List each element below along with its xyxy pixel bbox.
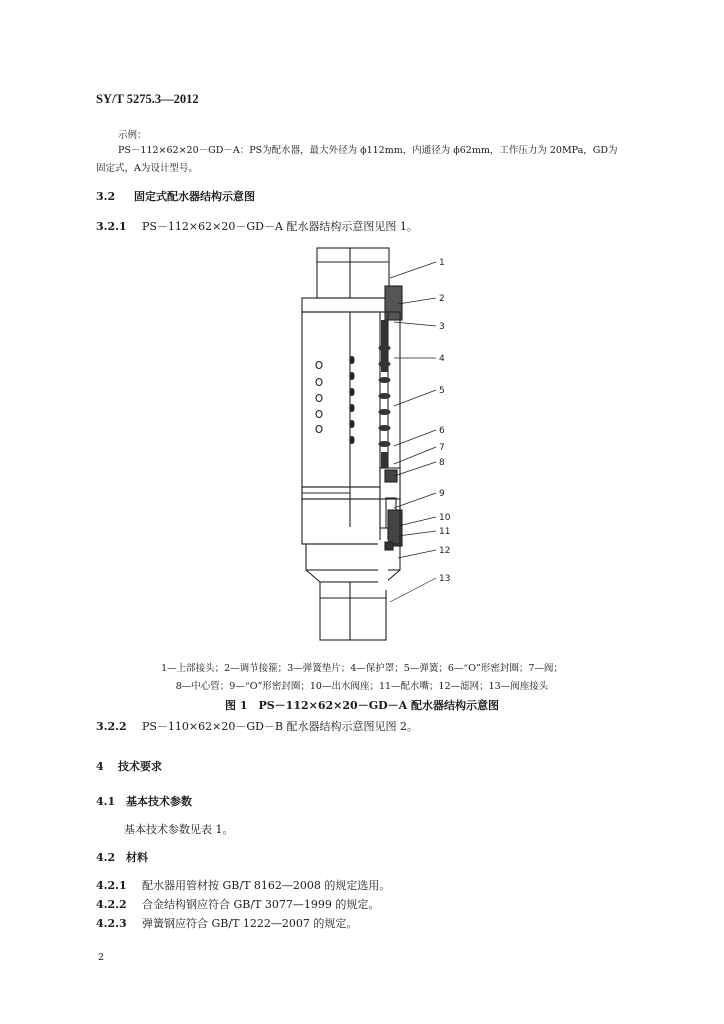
clause-4-2-1 [96,877,390,893]
callout-2: 2 [439,294,445,304]
example-line-2: 固定式，A为设计型号。 [96,163,198,174]
clause-3-2-1 [96,218,418,234]
section-number: 4.2 [96,851,116,864]
callout-13: 13 [439,574,451,584]
section-4-heading [96,758,162,774]
callout-6: 6 [439,426,445,436]
section-title: 固定式配水器结构示意图 [134,190,255,203]
section-title: 技术要求 [118,760,162,773]
callout-10: 10 [439,513,451,523]
section-title: 基本技术参数 [126,795,192,808]
figure-title: 图 1 PS－112×62×20－GD－A 配水器结构示意图 [224,699,499,712]
section-3-2-heading [96,188,255,204]
water-holes [316,362,322,433]
clause-number: 4.2.1 [96,879,127,892]
callout-5: 5 [439,386,445,396]
clause-text: 配水器用管材按 GB/T 8162—2008 的规定选用。 [142,879,391,892]
example-line-1: PS－112×62×20－GD－A：PS为配水器，最大外径为 ϕ112mm，内通径为 ϕ62mm，工作压力为 20MPa，GD为 [118,145,618,156]
section-4-1-text: 基本技术参数见表 1。 [124,823,234,836]
upper-joint [317,248,389,298]
section-number: 3.2 [96,190,116,203]
clause-number: 3.2.1 [96,220,127,233]
callout-8: 8 [439,458,445,468]
clause-text: PS－110×62×20－GD－B 配水器结构示意图见图 2。 [142,720,419,733]
section-4-1-heading [96,793,192,809]
callout-9: 9 [439,489,445,499]
clause-number: 4.2.2 [96,898,127,911]
callout-1: 1 [439,258,445,268]
bottom-thread [320,582,386,640]
callout-12: 12 [439,546,451,556]
section-number: 4.1 [96,795,116,808]
figure-legend-line-1: 1—上部接头；2—调节接箍；3—弹簧垫片；4—保护罩；5—弹簧；6—“O”形密封圈；7—阀； [161,663,563,674]
clause-number: 4.2.3 [96,917,127,930]
example-label: 示例： [118,130,147,141]
callout-3: 3 [439,322,445,332]
clause-number: 3.2.2 [96,720,127,733]
callout-4: 4 [439,354,445,364]
callout-11: 11 [439,527,451,537]
clause-4-2-3 [96,915,357,931]
section-number: 4 [96,760,104,773]
figure-legend-line-2: 8—中心管；9—“O”形密封圈；10—出水阀座；11—配水嘴；12—滤网；13—阀座接头 [175,681,549,692]
clause-text: 合金结构钢应符合 GB/T 3077—1999 的规定。 [142,898,380,911]
section-4-2-heading [96,849,148,865]
page-number: 2 [98,952,105,963]
clause-text: PS－112×62×20－GD－A 配水器结构示意图见图 1。 [142,220,418,233]
section-title: 材料 [126,851,148,864]
water-distributor-structure-figure [290,240,460,650]
clause-text: 弹簧钢应符合 GB/T 1222—2007 的规定。 [142,917,358,930]
clause-3-2-2 [96,718,418,734]
callout-7: 7 [439,443,445,453]
standard-code: SY/T 5275.3—2012 [96,92,199,106]
clause-4-2-2 [96,896,379,912]
